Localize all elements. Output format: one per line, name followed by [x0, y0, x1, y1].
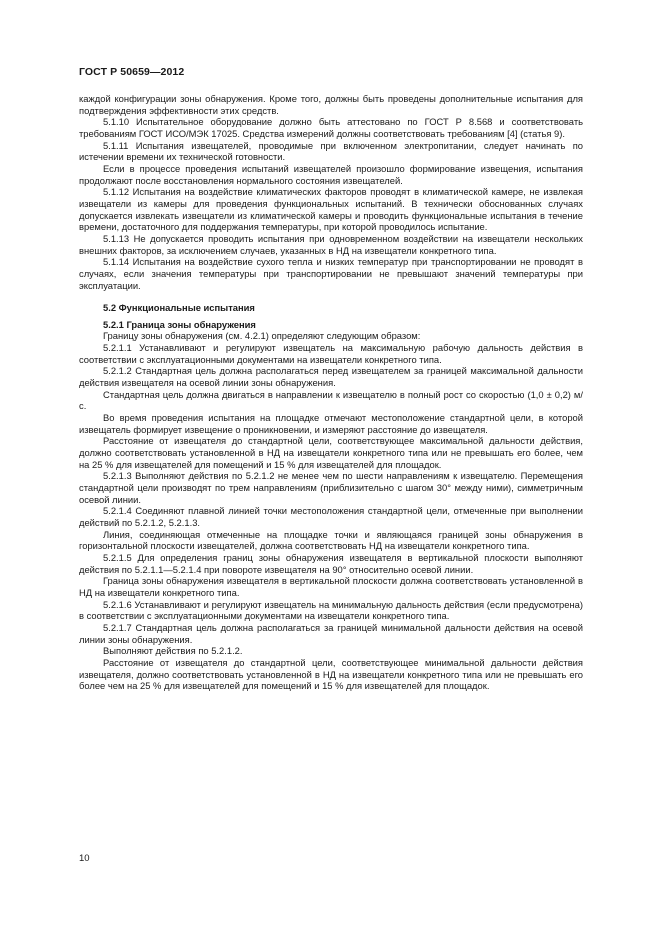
paragraph-5-1-13: 5.1.13 Не допускается проводить испытания при одновременном воздействии на извещатели нескольких внешних факторов, за исключением случаев, указанных в НД на извещатели конкретного типа.	[79, 232, 583, 256]
paragraph-5-1-11-cont: Если в процессе проведения испытаний извещателей произошло формирование извещения, испытания продолжают после восстановления нормального состояния извещателей.	[79, 162, 583, 186]
paragraph: 5.2.1.2 Стандартная цель должна располагаться перед извещателем за границей максимальной дальности действия извещателя на осевой линии зоны обнаружения.	[79, 365, 583, 389]
paragraph: 5.2.1.3 Выполняют действия по 5.2.1.2 не менее чем по шести направлениям к извещателю. Перемещения стандартной цели производят по трем направлениям (приблизительно с шагом 30° между ними), симметричным осевой линии.	[79, 470, 583, 505]
paragraph: 5.2.1.5 Для определения границ зоны обнаружения извещателя в вертикальной плоскости выполняют действия по 5.2.1.1—5.2.1.4 при повороте извещателя на 90° относительно осевой линии.	[79, 551, 583, 575]
paragraph-5-1-11: 5.1.11 Испытания извещателей, проводимые при включенном электропитании, следует начинать по истечении времени их технической готовности.	[79, 139, 583, 163]
paragraph: 5.2.1.4 Соединяют плавной линией точки местоположения стандартной цели, отмеченные при выполнении действий по 5.2.1.2, 5.2.1.3.	[79, 505, 583, 528]
paragraph: Линия, соединяющая отмеченные на площадке точки и являющаяся границей зоны обнаружения в горизонтальной плоскости извещателей, должна соответствовать НД на извещатели конкретного типа.	[79, 528, 583, 552]
paragraph: 5.2.1.6 Устанавливают и регулируют извещатель на минимальную дальность действия (если предусмотрена) в соответствии с эксплуатационными документами на извещатели конкретного типа.	[79, 598, 583, 622]
paragraph: Выполняют действия по 5.2.1.2.	[103, 645, 243, 657]
paragraph: Расстояние от извещателя до стандартной цели, соответствующее минимальной дальности действия извещателя, должно соответствовать установленной в НД на извещатели конкретного типа или не превышать его более чем на 25 % для извещателей для помещений и 15 % для извещателей для площадок.	[79, 656, 583, 692]
section-heading-5-2-1: 5.2.1 Граница зоны обнаружения	[103, 318, 256, 330]
paragraph-5-1-12: 5.1.12 Испытания на воздействие климатических факторов проводят в климатической камере, не извлекая извещатели из камеры для проведения функциональных испытаний. В технически обоснованных случаях допускается извлекать извещатели из климатической камеры и проводить функциональные испытания в течение времени, достаточного для поддержания температуры, при которой проводилось испытание.	[79, 186, 583, 233]
paragraph: 5.2.1.1 Устанавливают и регулируют извещатель на максимальную рабочую дальность действия в соответствии с эксплуатационными документами на извещатели конкретного типа.	[79, 342, 583, 365]
paragraph: Границу зоны обнаружения (см. 4.2.1) определяют следующим образом:	[103, 330, 421, 342]
paragraph: Граница зоны обнаружения извещателя в вертикальной плоскости должна соответствовать установленной в НД на извещатели конкретного типа.	[79, 575, 583, 598]
paragraph-5-1-10: 5.1.10 Испытательное оборудование должно быть аттестовано по ГОСТ Р 8.568 и соответствовать требованиям ГОСТ ИСО/МЭК 17025. Средства измерений должны соответствовать требованиям [4] (статья 9).	[79, 116, 583, 139]
page-number: 10	[79, 853, 90, 864]
document-header: ГОСТ Р 50659—2012	[79, 66, 185, 78]
document-body	[79, 93, 583, 692]
paragraph-5-1-14: 5.1.14 Испытания на воздействие сухого тепла и низких температур при транспортировании не проводят в случаях, если значения температуры при транспортировании не превышают значений температуры при эксплуатации.	[79, 256, 583, 291]
paragraph: Во время проведения испытания на площадке отмечают местоположение стандартной цели, в которой извещатель формирует извещение о проникновении, и измеряют расстояние до извещателя.	[79, 412, 583, 435]
paragraph: Расстояние от извещателя до стандартной цели, соответствующее максимальной дальности действия, должно соответствовать установленной в НД на извещатели конкретного типа или не превышать его более, чем на 25 % для извещателей для помещений и 15 % для извещателей для площадок.	[79, 435, 583, 470]
paragraph: Стандартная цель должна двигаться в направлении к извещателю в полный рост со скоростью (1,0 ± 0,2) м/с.	[79, 388, 583, 412]
paragraph: 5.2.1.7 Стандартная цель должна располагаться за границей минимальной дальности действия на осевой линии зоны обнаружения.	[79, 621, 583, 645]
section-heading-5-2: 5.2 Функциональные испытания	[103, 302, 255, 314]
paragraph-continuation: каждой конфигурации зоны обнаружения. Кроме того, должны быть проведены дополнительные испытания для подтверждения эффективности этих средств.	[79, 93, 583, 116]
